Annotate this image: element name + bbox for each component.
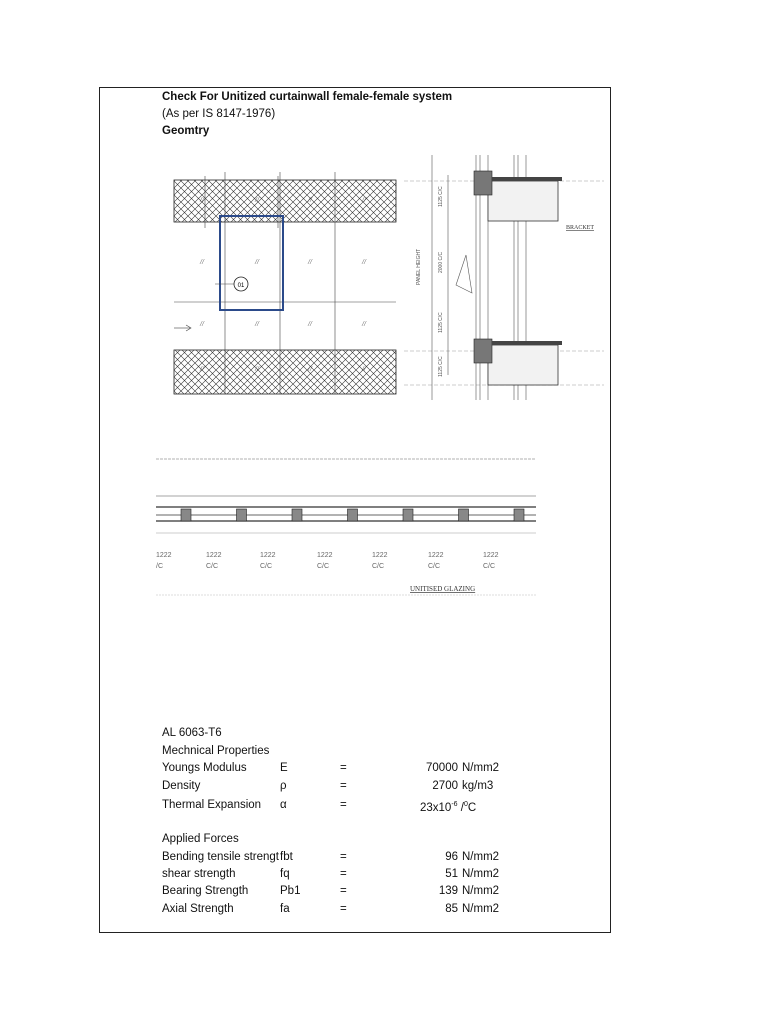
- force-value: 85: [445, 903, 458, 915]
- material-name: AL 6063-T6: [162, 727, 222, 739]
- panel-mark: //: [255, 320, 259, 328]
- force-symbol: Pb1: [280, 885, 301, 897]
- force-label: Axial Strength: [162, 903, 234, 915]
- equals-sign: =: [340, 780, 347, 792]
- force-symbol: fq: [280, 868, 290, 880]
- section-dim-2: 2000 C/C: [438, 251, 444, 273]
- panel-mark: //: [308, 320, 312, 328]
- plan-dimension: 1222: [483, 552, 499, 559]
- forces-heading: Applied Forces: [162, 833, 239, 845]
- plan-dimension: C/C: [206, 563, 219, 570]
- property-value: [420, 798, 476, 815]
- value-exponent: -6: [451, 801, 458, 808]
- properties-heading: Mechnical Properties: [162, 745, 270, 757]
- plan-dimension: 1222: [372, 552, 388, 559]
- panel-mark: //: [308, 258, 312, 266]
- unit-suffix: C: [467, 801, 477, 814]
- property-unit: kg/m3: [462, 780, 494, 792]
- equals-sign: =: [340, 903, 347, 915]
- plan-dimension: 1222: [260, 552, 276, 559]
- section-dim-4: 1125 C/C: [438, 356, 444, 377]
- force-value: 96: [445, 851, 458, 863]
- page-title: Check For Unitized curtainwall female-female system: [162, 91, 453, 103]
- plan-dimension: 1222: [206, 552, 222, 559]
- value-base: 23x10: [420, 801, 452, 814]
- section-heading: Geomtry: [162, 125, 210, 137]
- plan-dimension: C/C: [483, 563, 496, 570]
- panel-mark: //: [362, 196, 366, 204]
- plan-dimension: C/C: [317, 563, 330, 570]
- force-symbol: fbt: [280, 851, 293, 863]
- elevation-drawing: [160, 160, 400, 400]
- unit-degree: 0: [463, 801, 468, 808]
- mullion: [514, 509, 524, 521]
- mullion: [292, 509, 302, 521]
- property-label: Density: [162, 780, 201, 792]
- section-drawing: [404, 155, 604, 400]
- panel-mark: //: [200, 258, 204, 266]
- panel-mark: //: [362, 320, 366, 328]
- panel-mark: //: [255, 196, 259, 204]
- panel-marker-label: 01: [237, 283, 245, 289]
- panel-mark: //: [255, 258, 259, 266]
- mullion: [348, 509, 358, 521]
- section-dim-1: 1125 C/C: [438, 186, 444, 207]
- floor-slab-bottom: [488, 345, 558, 385]
- mullion: [459, 509, 469, 521]
- property-symbol: α: [280, 799, 287, 811]
- equals-sign: =: [340, 762, 347, 774]
- mullion: [403, 509, 413, 521]
- plan-dimension: C/C: [260, 563, 273, 570]
- plan-dimension: /C: [156, 563, 163, 570]
- panel-mark: //: [308, 365, 312, 373]
- standard-reference: (As per IS 8147-1976): [162, 108, 276, 120]
- mullion: [181, 509, 191, 521]
- equals-sign: =: [340, 799, 347, 811]
- property-value: 70000: [426, 762, 458, 774]
- force-value: 51: [445, 868, 458, 880]
- force-unit: N/mm2: [462, 851, 500, 863]
- plan-dimension: C/C: [372, 563, 385, 570]
- property-label: Thermal Expansion: [162, 799, 262, 811]
- plan-caption: UNITISED GLAZING: [410, 585, 476, 593]
- plan-drawing: [156, 455, 536, 600]
- force-label: Bending tensile strengt: [162, 851, 279, 863]
- force-value: 139: [438, 885, 458, 897]
- section-dim-3: 1125 C/C: [438, 312, 444, 333]
- plan-dimension: 1222: [317, 552, 333, 559]
- floor-slab-top: [488, 181, 558, 221]
- panel-height-label: PANEL HEIGHT: [416, 248, 422, 285]
- plan-dimension: C/C: [428, 563, 441, 570]
- property-value: 2700: [432, 780, 458, 792]
- panel-mark: //: [200, 365, 204, 373]
- unit-prefix: /: [460, 801, 464, 814]
- property-symbol: E: [280, 762, 288, 774]
- bracket-tag: BRACKET: [566, 225, 595, 231]
- equals-sign: =: [340, 885, 347, 897]
- force-unit: N/mm2: [462, 868, 500, 880]
- force-label: shear strength: [162, 868, 236, 880]
- panel-mark: //: [308, 196, 312, 204]
- panel-mark: //: [200, 196, 204, 204]
- property-symbol: ρ: [280, 780, 287, 792]
- panel-mark: //: [362, 365, 366, 373]
- panel-highlight: [220, 216, 283, 310]
- plan-dimension: 1222: [428, 552, 444, 559]
- panel-mark: //: [362, 258, 366, 266]
- property-unit: N/mm2: [462, 762, 500, 774]
- equals-sign: =: [340, 868, 347, 880]
- force-unit: N/mm2: [462, 903, 500, 915]
- plan-dimension: 1222: [156, 552, 172, 559]
- force-label: Bearing Strength: [162, 885, 249, 897]
- property-label: Youngs Modulus: [162, 762, 247, 774]
- panel-mark: //: [255, 365, 259, 373]
- panel-mark: //: [200, 320, 204, 328]
- equals-sign: =: [340, 851, 347, 863]
- force-unit: N/mm2: [462, 885, 500, 897]
- mullion: [237, 509, 247, 521]
- force-symbol: fa: [280, 903, 290, 915]
